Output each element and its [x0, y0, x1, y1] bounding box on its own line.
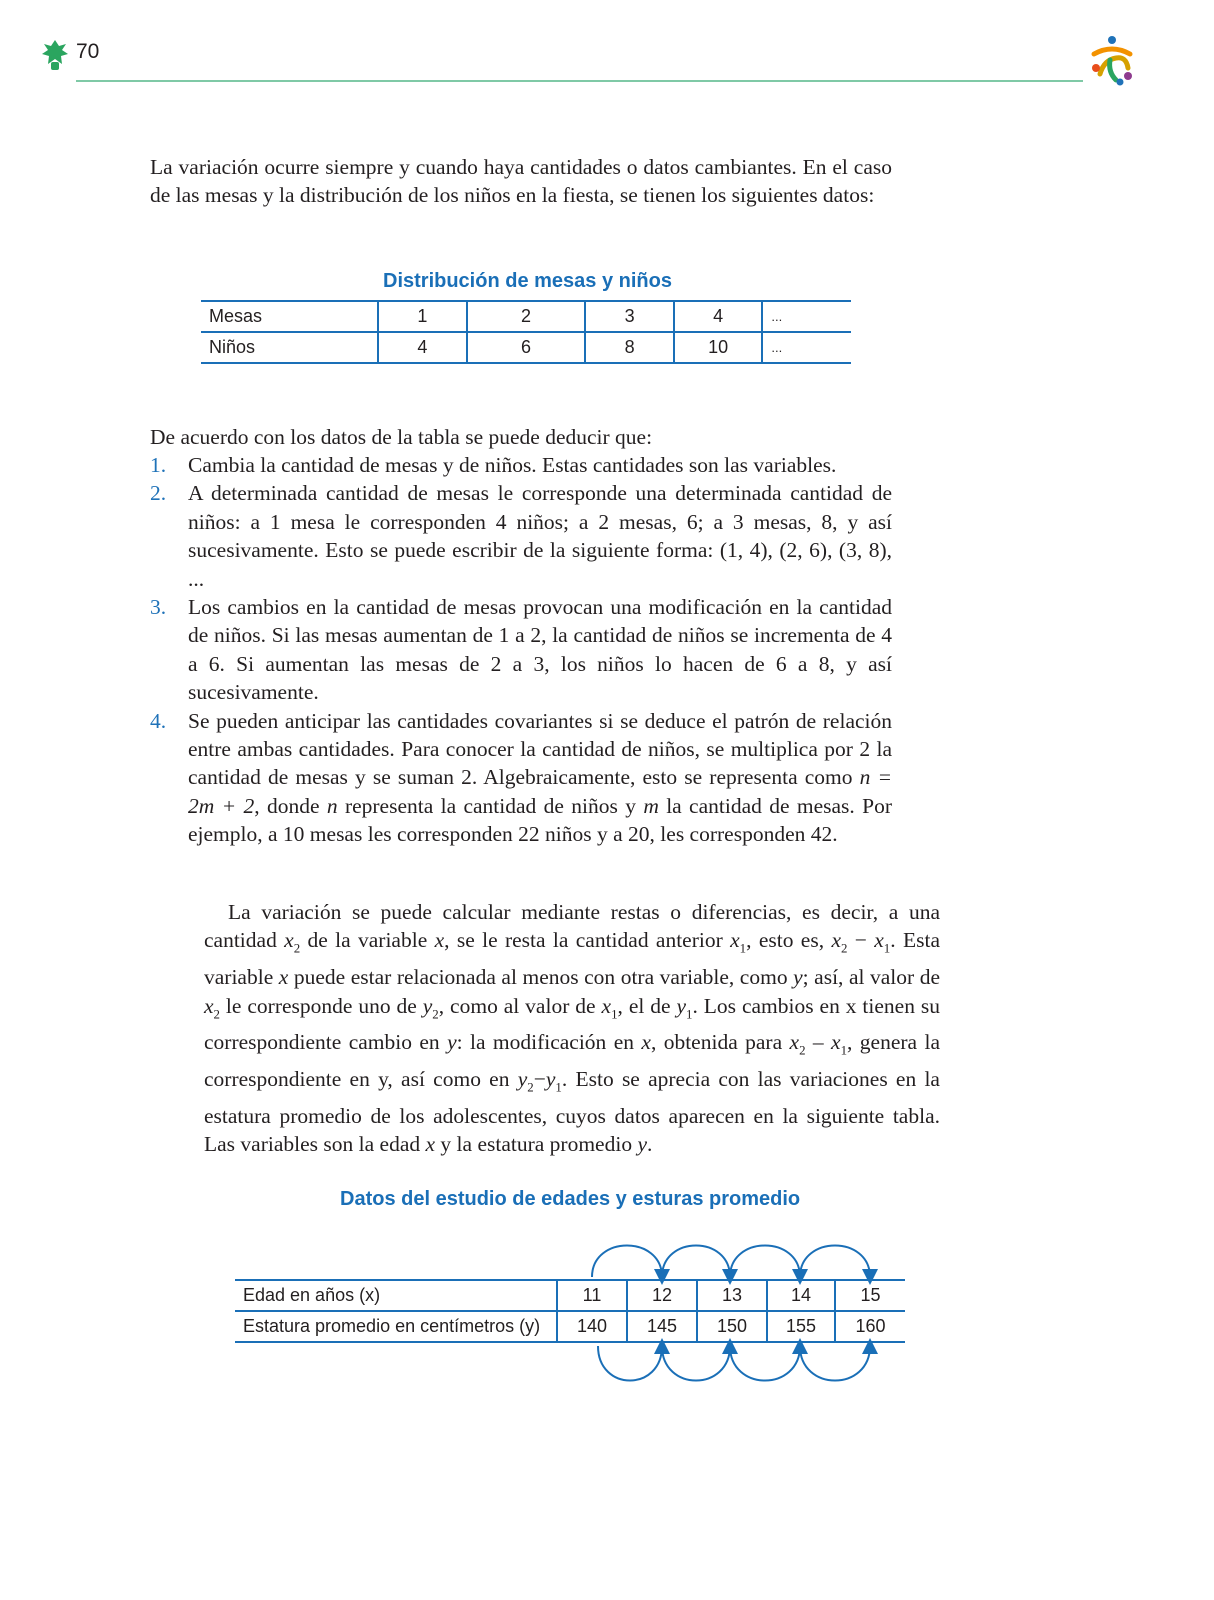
row-header: Mesas [201, 301, 378, 332]
list-text: A determinada cantidad de mesas le corresponde una determinada cantidad de niños: a 1 mesa le corresponden 4 niños; a 2 mesas, 6; a 3 mesas, 8, y así sucesivamente. Esto se puede escribir de la siguiente forma: (1, 4), (2, 6), (3, 8), ... [188, 481, 892, 591]
top-arrow [662, 1246, 730, 1278]
table-cell: 11 [557, 1280, 627, 1311]
bottom-arrow [800, 1346, 870, 1381]
table-cell: 6 [467, 332, 586, 363]
book-series-icon [40, 38, 70, 72]
table-cell: 15 [835, 1280, 905, 1311]
bottom-arrow [598, 1346, 662, 1381]
intro-paragraph: La variación ocurre siempre y cuando haya cantidades o datos cambiantes. En el caso de las mesas y la distribución de los niños en la fiesta, se tienen los siguientes datos: [150, 155, 892, 208]
list-item: 4. Se pueden anticipar las cantidades covariantes si se deduce el patrón de relación entre ambas cantidades. Para conocer la cantidad de niños, se multiplica por 2 la cantidad de mesas y se suman 2. Algebraicamente, esto se representa como n = 2m + 2, donde n representa la cantidad de niños y m la cantidad de mesas. Por ejemplo, a 10 mesas les corresponden 22 niños y a 20, les corresponden 42. [150, 708, 892, 847]
tables-children-table [201, 300, 851, 364]
colorful-figure-logo [1086, 34, 1138, 86]
table-cell: 10 [674, 332, 763, 363]
table-cell: 1 [378, 301, 467, 332]
top-arrow [730, 1246, 800, 1278]
age-height-table [235, 1279, 905, 1343]
table-cell: 2 [467, 301, 586, 332]
list-text: Se pueden anticipar las cantidades covariantes si se deduce el patrón de relación entre ambas cantidades. Para conocer la cantidad de niños, se multiplica por 2 la cantidad de mesas y se suman 2. Algebraicamente, esto se representa como [188, 708, 892, 790]
table-cell: 8 [585, 332, 674, 363]
table-cell: 12 [627, 1280, 697, 1311]
bottom-arrow [730, 1346, 800, 1381]
table1-caption: Distribución de mesas y niños [383, 270, 672, 292]
row-header: Niños [201, 332, 378, 363]
list-number: 2. [150, 481, 167, 506]
table-row [201, 332, 851, 363]
table-row [235, 1280, 905, 1311]
table2-caption: Datos del estudio de edades y esturas promedio [340, 1188, 801, 1210]
list-text: Cambia la cantidad de mesas y de niños. Estas cantidades son las variables. [188, 453, 837, 477]
variation-paragraph: La variación se puede calcular mediante restas o diferencias, es decir, a una cantidad $x_2$ de la variable x, se le resta la cantidad anterior $x_1$, esto es, $x_2 - x_1$. Esta variable x puede estar relacionada al menos con otra variable, como y; así, al valor de $x_2$ le corresponde uno de $y_2$, como al valor de $x_1$, el de $y_1$. Los cambios en x tienen su correspondiente cambio en y: la modificación en x, obtenida para $x_2 - x_1$, genera la correspondiente en y, así como en $y_2-y_1$. Esto se aprecia con las variaciones en la estatura promedio de los adolescentes, cuyos datos aparecen en la siguiente tabla. Las variables son la edad x y la estatura promedio y. [204, 900, 941, 1157]
table-cell: ... [762, 332, 851, 363]
list-item [150, 451, 892, 479]
list-item [150, 593, 892, 707]
formula: n = 2m + 2 [188, 765, 892, 818]
list-number: 1. [150, 453, 167, 477]
table-cell: 155 [767, 1311, 835, 1342]
row-header: Estatura promedio en centímetros (y) [235, 1311, 557, 1342]
table-cell: 160 [835, 1311, 905, 1342]
list-number: 4. [150, 708, 167, 733]
table-cell: 150 [697, 1311, 767, 1342]
page-number: 70 [76, 40, 100, 63]
table-row [201, 301, 851, 332]
top-arrow [800, 1246, 870, 1278]
list-item [150, 479, 892, 593]
list-text: Los cambios en la cantidad de mesas provocan una modificación en la cantidad de niños. Si las mesas aumentan de 1 a 2, la cantidad de niños se incrementa de 4 a 6. Si aumentan las mesas de 2 a 3, los niños lo hacen de 6 a 8, y así sucesivamente. [188, 595, 892, 705]
table-cell: 140 [557, 1311, 627, 1342]
row-header: Edad en años (x) [235, 1280, 557, 1311]
list-number: 3. [150, 595, 167, 620]
deduction-list [150, 451, 892, 849]
header-rule [76, 80, 1083, 82]
table-row [235, 1311, 905, 1342]
table-cell: ... [762, 301, 851, 332]
table-cell: 4 [674, 301, 763, 332]
top-arrow [592, 1246, 662, 1278]
table-cell: 4 [378, 332, 467, 363]
table-cell: 14 [767, 1280, 835, 1311]
table-cell: 13 [697, 1280, 767, 1311]
table-cell: 3 [585, 301, 674, 332]
bottom-arrow [662, 1346, 730, 1381]
deduction-lead: De acuerdo con los datos de la tabla se puede deducir que: [150, 425, 653, 449]
table-cell: 145 [627, 1311, 697, 1342]
